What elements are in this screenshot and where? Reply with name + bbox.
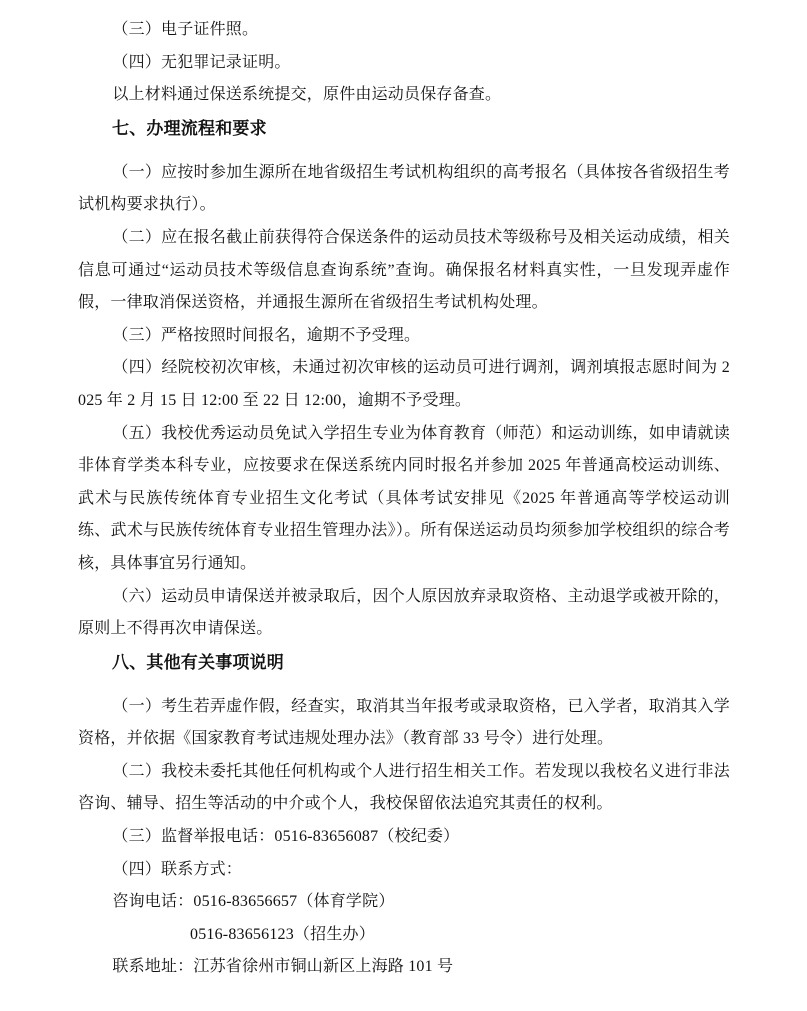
para-consult-phone-admissions-office: 0516-83656123（招生办） xyxy=(190,925,375,943)
para-7-1-gaokao-registration: （一）应按时参加生源所在地省级招生考试机构组织的高考报名（具体按各省级招生考试机构要求执行）。 xyxy=(78,163,730,214)
para-materials-submission: 以上材料通过保送系统提交，原件由运动员保存备查。 xyxy=(112,86,502,104)
para-7-2-athlete-grade-title: （二）应在报名截止前获得符合保送条件的运动员技术等级称号及相关运动成绩，相关信息可通过“运动员技术等级信息查询系统”查询。确保报名材料真实性，一旦发现弄虚作假，一律取消保送资格，并通报生源所在省级招生考试机构处理。 xyxy=(78,228,730,312)
para-8-4-contact-heading: （四）联系方式： xyxy=(112,860,242,878)
section-heading-8: 八、其他有关事项说明 xyxy=(112,652,284,672)
para-7-5-majors-and-exams: （五）我校优秀运动员免试入学招生专业为体育教育（师范）和运动训练，如申请就读非体育学类本科专业，应按要求在保送系统内同时报名并参加 2025 年普通高校运动训练、武术与民族传统体育专业招生文化考试（具体考试安排见《2025 年普通高等学校运动训练、武术与民族传统体育专业招生管理办法》）。所有保送运动员均须参加学校组织的综合考核，具体事宜另行通知。 xyxy=(78,424,730,572)
para-7-6-reapply-restriction: （六）运动员申请保送并被录取后，因个人原因放弃录取资格、主动退学或被开除的，原则上不得再次申请保送。 xyxy=(78,587,730,638)
para-8-1-fraud-handling: （一）考生若弄虚作假，经查实，取消其当年报考或录取资格，已入学者，取消其入学资格，并依据《国家教育考试违规处理办法》（教育部 33 号令）进行处理。 xyxy=(78,697,730,748)
para-7-4-adjustment-window: （四）经院校初次审核，未通过初次审核的运动员可进行调剂，调剂填报志愿时间为 2025 年 2 月 15 日 12:00 至 22 日 12:00，逾期不予受理。 xyxy=(78,359,730,409)
para-contact-address: 联系地址：江苏省徐州市铜山新区上海路 101 号 xyxy=(112,958,454,976)
section-heading-7: 七、办理流程和要求 xyxy=(112,118,267,138)
para-electronic-id-photo: （三）电子证件照。 xyxy=(112,21,259,38)
para-consult-phone-sports-college: 咨询电话：0516-83656657（体育学院） xyxy=(112,893,395,911)
para-8-2-no-agents: （二）我校未委托其他任何机构或个人进行招生相关工作。若发现以我校名义进行非法咨询、辅导、招生等活动的中介或个人，我校保留依法追究其责任的权利。 xyxy=(78,762,730,813)
para-7-3-deadline: （三）严格按照时间报名，逾期不予受理。 xyxy=(112,326,421,344)
para-no-criminal-record: （四）无犯罪记录证明。 xyxy=(112,53,291,71)
para-8-3-supervision-phone: （三）监督举报电话：0516-83656087（校纪委） xyxy=(112,828,460,846)
